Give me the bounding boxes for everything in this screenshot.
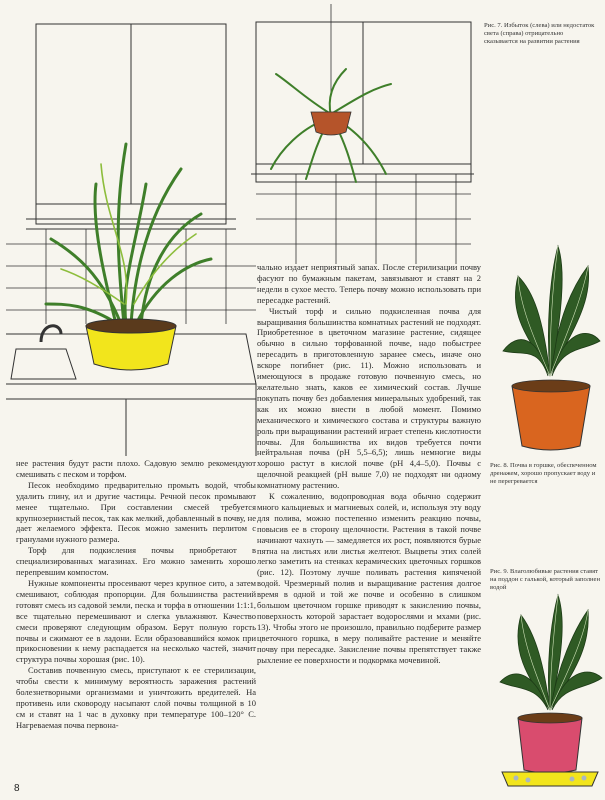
paragraph: Нужные компоненты просеивают через крупное сито, а затем смешивают, соблюдая пропорции. Для большинства растений готовят смесь из садовой земли, песка и торфа в отношении 1:1:1, все тщательно перемешивают и слегка увлажняют. Качество смеси проверяют следующим образом. Берут полную горсть почвы и сжимают ее в ладони. Если образовавшийся комок при прикосновении к нему распадается на несколько частей, значит структура почвы хорошая (рис. 10).: [16, 577, 256, 665]
hanging-fern-plant: [271, 4, 391, 182]
paragraph: К сожалению, водопроводная вода обычно содержит много кальциевых и магниевых солей, и, используя эту воду для полива, можно постепенно изменить реакцию почвы, повысив ее в сторону щелочности. Растения в такой почве начинают чахнуть — замедляется их рост, появляются бурые пятна на листьях или листья желтеют. Выцветы этих солей легко заметить на стенках керамических цветочных горшков (рис. 12). Поэтому лучше поливать растения кипяченой водой. Чрезмерный полив и выращивание растения долгое время в одной и той же почве и особенно в слишком большом цветочном горшке приводят к закислению почвы, поверхность которой зарастает водорослями и мхами (рис. 13). Чтобы этого не произошло, правильно подберите размер цветочного горшка, в меру поливайте растение и меняйте почву при пересадке. Закисление почвы препятствует также рыхление ее поверхности и подкормка мочевиной.: [257, 491, 481, 665]
sink: [11, 349, 76, 379]
paragraph: Чистый торф и сильно подкисленная почва для выращивания большинства комнатных растений не подходят. Приобретенное в цветочном магазине растение, сидящее обычно в сильно торфованной почве, надо побыстрее пересадить в приготовленную заранее смесь, иначе оно вскоре погибнет (рис. 11). Можно использовать и имеющуюся в продаже готовую почвенную смесь, но желательно знать, каков ее химический состав. Лучше покупать почву без добавления минеральных удобрений, так как их можно внести в любой момент. Помимо механического и химического состава и структуры важную роль при выращивании растений играет степень кислотности почвы. Для большинства их видов требуется почти нейтральная почва (pH 5,5–6,5); лишь немногие виды хорошо растут в кислой почве (pH 4,4–5,0). Почвы с щелочной реакцией (pH выше 7,0) не подходят ни одному комнатному растению.: [257, 305, 481, 491]
figure-9-illustration: [496, 590, 604, 795]
paragraph: Составив почвенную смесь, приступают к ее стерилизации, чтобы свести к минимуму вероятность заражения растений болезнетворными организмами и уничтожить вредителей. На противень или сковороду насыпают слой почвы толщиной в 10 см и ставят на 1 час в духовку при температуре 100–120° С. Нагреваемая почва первона-: [16, 665, 256, 730]
text-column-left: [16, 458, 256, 786]
figure-9-caption: Рис. 9. Влаголюбивые растения ставят на поддон с галькой, который заполнен водой: [490, 568, 601, 591]
page-number: 8: [14, 783, 20, 794]
paragraph: чально издает неприятный запах. После стерилизации почву фасуют по бумажным пакетам, завязывают и ставят на 2 недели в сухое место. Теперь почву можно использовать при пересадке растений.: [257, 262, 481, 305]
right-wall-tiles: [256, 174, 471, 264]
figure-7-caption: Рис. 7. Избыток (слева) или недостаток света (справа) отрицательно сказывается на развитии растения: [484, 22, 595, 45]
text-column-middle: [257, 262, 481, 792]
paragraph: Песок необходимо предварительно промыть водой, чтобы удалить глину, ил и другие частицы. Речной песок промывают менее тщательно. При составлении смесей требуется крупнозернистый песок, так как мелкий, добавленный в почву, не дает желаемого эффекта. Песок можно заменить перлитом с гранулами нужного размера.: [16, 479, 256, 545]
paragraph: Торф для подкисления почвы приобретают в специализированных магазинах. Его можно заменить хорошо перепревшим компостом.: [16, 545, 256, 578]
paragraph: нее растения будут расти плохо. Садовую землю рекомендуют смешивать с песком и торфом.: [16, 458, 256, 479]
figure-8-illustration: [498, 236, 602, 456]
figure-8-caption: Рис. 8. Почва в горшке, обеспеченном дренажем, хорошо пропускает воду и не перегревается: [490, 462, 597, 485]
